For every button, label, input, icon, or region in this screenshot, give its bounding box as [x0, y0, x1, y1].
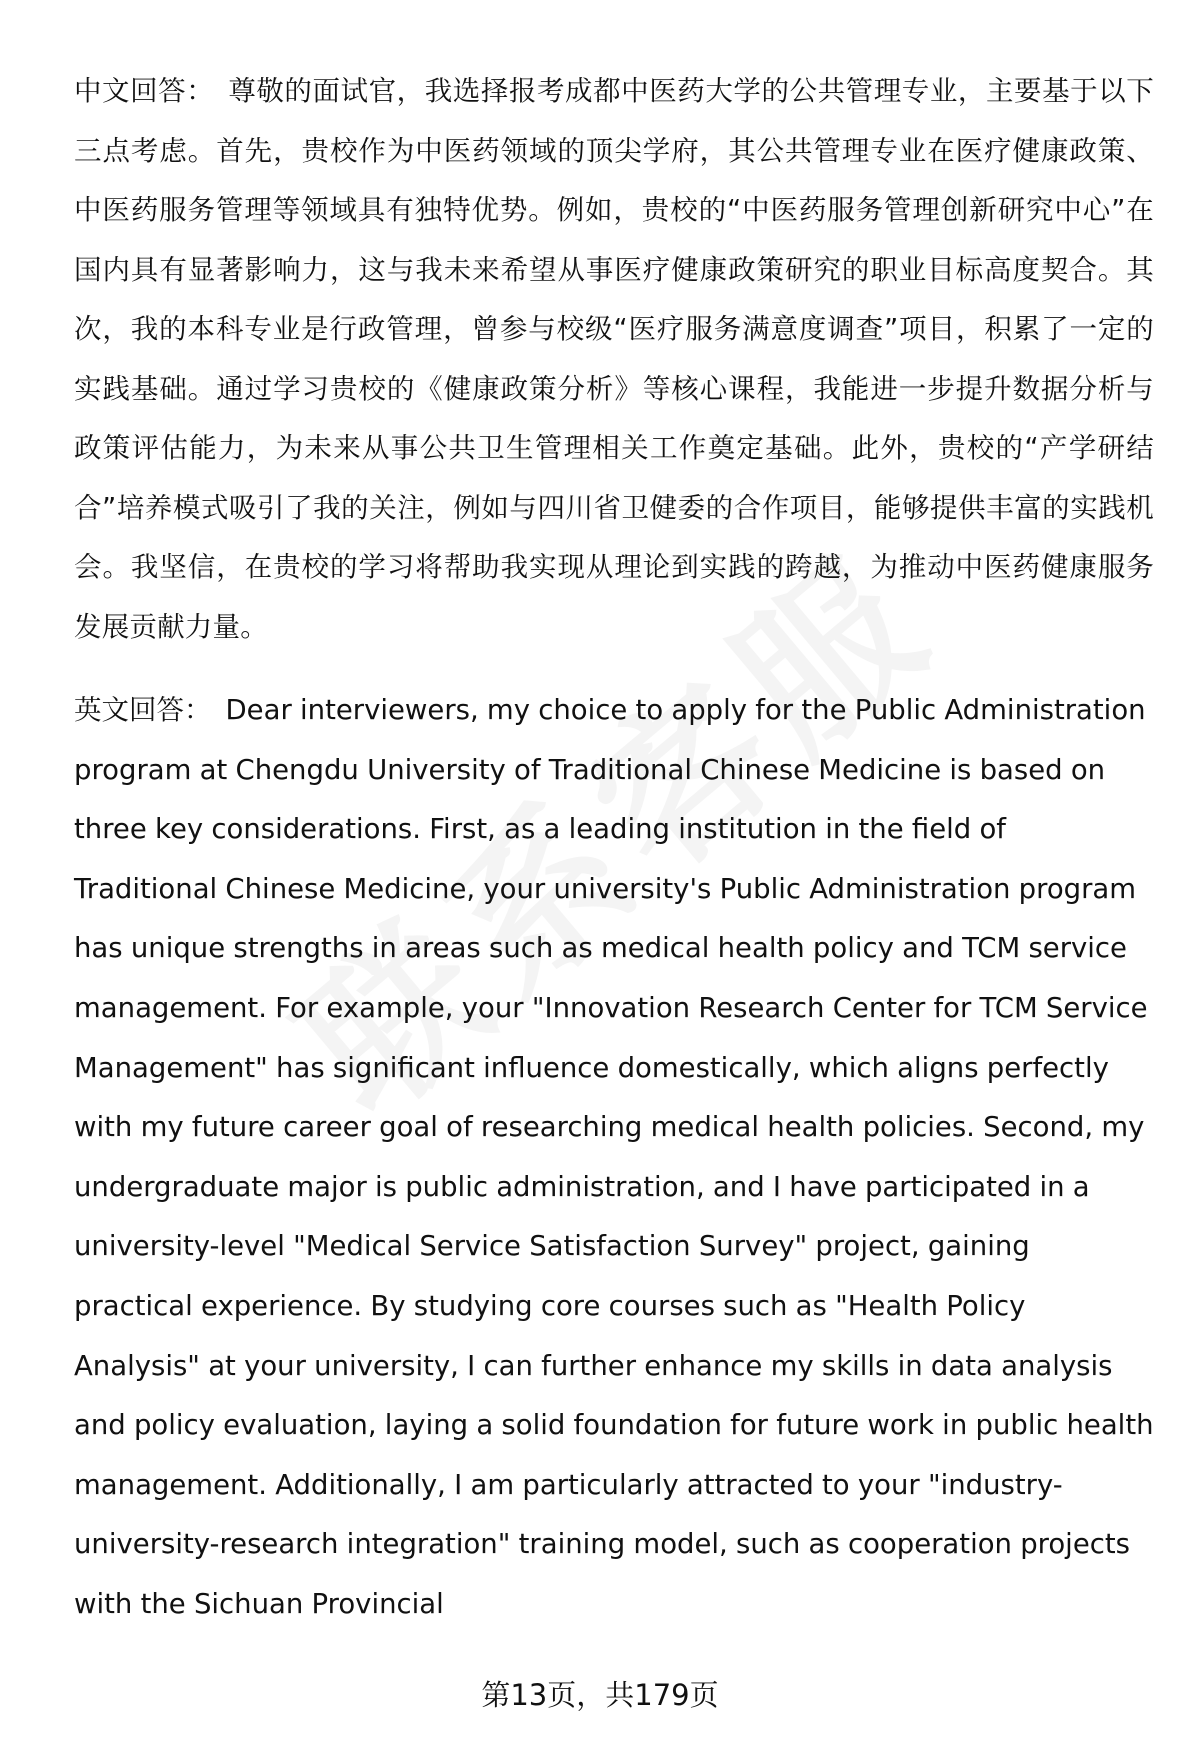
english-answer-text: Dear interviewers, my choice to apply for the Public Administration program at Chengdu University of Traditional Chinese Medicine is based on three key considerations. First, as a leading institution in the field of Traditional Chinese Medicine, your university's Public Administration program has unique strengths in areas such as medical health policy and TCM service management. For example, your "Innovation Research Center for TCM Service Management" has significant influence domestically, which aligns perfectly with my future career goal of researching medical health policies. Second, my undergraduate major is public administration, and I have participated in a university-level "Medical Service Satisfaction Survey" project, gaining practical experience. By studying core courses such as "Health Policy Analysis" at your university, I can further enhance my skills in data analysis and policy evaluation, laying a solid foundation for future work in public health management. Additionally, I am particularly attracted to your "industry-university-research integration" training model, such as cooperation projects with the Sichuan Provincial [74, 694, 1154, 1620]
page-number-footer: 第13页，共179页 [481, 1678, 719, 1712]
chinese-answer-paragraph [74, 62, 1154, 657]
english-answer-label: 英文回答： [74, 694, 212, 726]
chinese-answer-text: 尊敬的面试官，我选择报考成都中医药大学的公共管理专业，主要基于以下三点考虑。首先，贵校作为中医药领域的顶尖学府，其公共管理专业在医疗健康政策、中医药服务管理等领域具有独特优势。例如，贵校的“中医药服务管理创新研究中心”在国内具有显著影响力，这与我未来希望从事医疗健康政策研究的职业目标高度契合。其次，我的本科专业是行政管理，曾参与校级“医疗服务满意度调查”项目，积累了一定的实践基础。通过学习贵校的《健康政策分析》等核心课程，我能进一步提升数据分析与政策评估能力，为未来从事公共卫生管理相关工作奠定基础。此外，贵校的“产学研结合”培养模式吸引了我的关注，例如与四川省卫健委的合作项目，能够提供丰富的实践机会。我坚信，在贵校的学习将帮助我实现从理论到实践的跨越，为推动中医药健康服务发展贡献力量。 [74, 75, 1154, 643]
chinese-answer-label: 中文回答： [74, 75, 215, 107]
english-answer-paragraph [74, 681, 1154, 1635]
answer-content [74, 62, 1154, 1635]
